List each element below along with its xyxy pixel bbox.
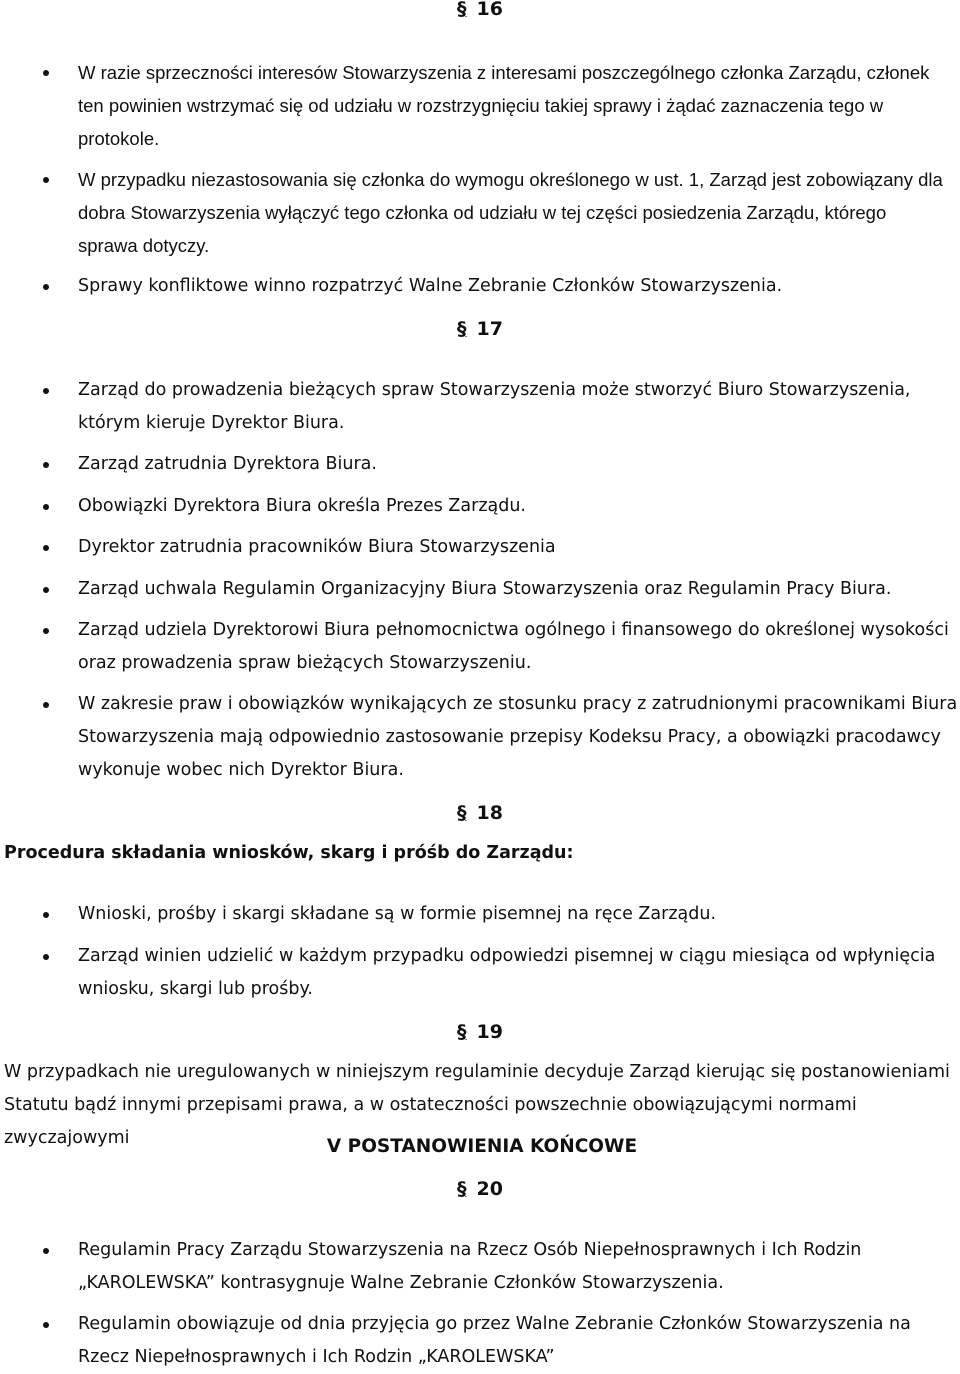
list-item: Zarząd winien udzielić w każdym przypadku odpowiedzi pisemnej w ciągu miesiąca od wpłynięcia wniosku, skargi lub prośby. <box>78 940 958 1006</box>
section-number: 16 <box>476 0 503 20</box>
list-item: Sprawy konfliktowe winno rozpatrzyć Walne Zebranie Członków Stowarzyszenia. <box>78 270 958 303</box>
list-item: W przypadku niezastosowania się członka do wymogu określonego w ust. 1, Zarząd jest zobowiązany dla dobra Stowarzyszenia wyłączyć tego członka od udziału w tej części posiedzenia Zarządu, którego sprawa dotyczy. <box>78 163 948 262</box>
list-item: Regulamin obowiązuje od dnia przyjęcia go przez Walne Zebranie Członków Stowarzyszenia na Rzecz Niepełnosprawnych i Ich Rodzin „KAROLEWSKA” <box>78 1308 958 1374</box>
section-19-paragraph: W przypadkach nie uregulowanych w niniejszym regulaminie decyduje Zarząd kierując się postanowieniami Statutu bądź innymi przepisami prawa, a w ostateczności powszechnie obowiązującymi normami zwyczajowymi <box>4 1062 950 1148</box>
section-symbol: § <box>457 1178 467 1200</box>
list-item: W zakresie praw i obowiązków wynikających ze stosunku pracy z zatrudnionymi pracownikami Biura Stowarzyszenia mają odpowiednio zastosowanie przepisy Kodeksu Pracy, a obowiązki pracodawcy wykonuje wobec nich Dyrektor Biura. <box>78 688 958 787</box>
section-symbol: § <box>457 1021 467 1043</box>
section-19-heading <box>0 1021 960 1043</box>
section-number: 20 <box>476 1178 503 1200</box>
section-17-heading <box>0 318 960 340</box>
section-number: 19 <box>476 1021 503 1043</box>
section-20-heading <box>0 1178 960 1200</box>
list-item: W razie sprzeczności interesów Stowarzyszenia z interesami poszczególnego członka Zarządu, członek ten powinien wstrzymać się od udziału w rozstrzygnięciu takiej sprawy i żądać zaznaczenia tego w protokole. <box>78 56 948 155</box>
list-item: Zarząd do prowadzenia bieżących spraw Stowarzyszenia może stworzyć Biuro Stowarzyszenia, którym kieruje Dyrektor Biura. <box>78 374 958 440</box>
section-symbol: § <box>457 802 467 824</box>
section-16-heading <box>0 0 960 20</box>
section-18-heading <box>0 802 960 824</box>
list-item: Regulamin Pracy Zarządu Stowarzyszenia na Rzecz Osób Niepełnosprawnych i Ich Rodzin „KAROLEWSKA” kontrasygnuje Walne Zebranie Członków Stowarzyszenia. <box>78 1234 958 1300</box>
section-symbol: § <box>457 318 467 340</box>
section-symbol: § <box>457 0 467 20</box>
chapter-heading: V POSTANOWIENIA KOŃCOWE <box>326 1136 638 1157</box>
list-item: Wnioski, prośby i skargi składane są w formie pisemnej na ręce Zarządu. <box>78 898 958 931</box>
section-number: 17 <box>476 318 503 340</box>
list-item: Dyrektor zatrudnia pracowników Biura Stowarzyszenia <box>78 531 958 564</box>
procedure-heading: Procedura składania wniosków, skarg i próśb do Zarządu: <box>4 843 574 863</box>
list-item: Zarząd uchwala Regulamin Organizacyjny Biura Stowarzyszenia oraz Regulamin Pracy Biura. <box>78 573 958 606</box>
list-item: Zarząd udziela Dyrektorowi Biura pełnomocnictwa ogólnego i finansowego do określonej wysokości oraz prowadzenia spraw bieżących Stowarzyszeniu. <box>78 614 958 680</box>
list-item: Zarząd zatrudnia Dyrektora Biura. <box>78 448 958 481</box>
list-item: Obowiązki Dyrektora Biura określa Prezes Zarządu. <box>78 490 958 523</box>
section-number: 18 <box>476 802 503 824</box>
